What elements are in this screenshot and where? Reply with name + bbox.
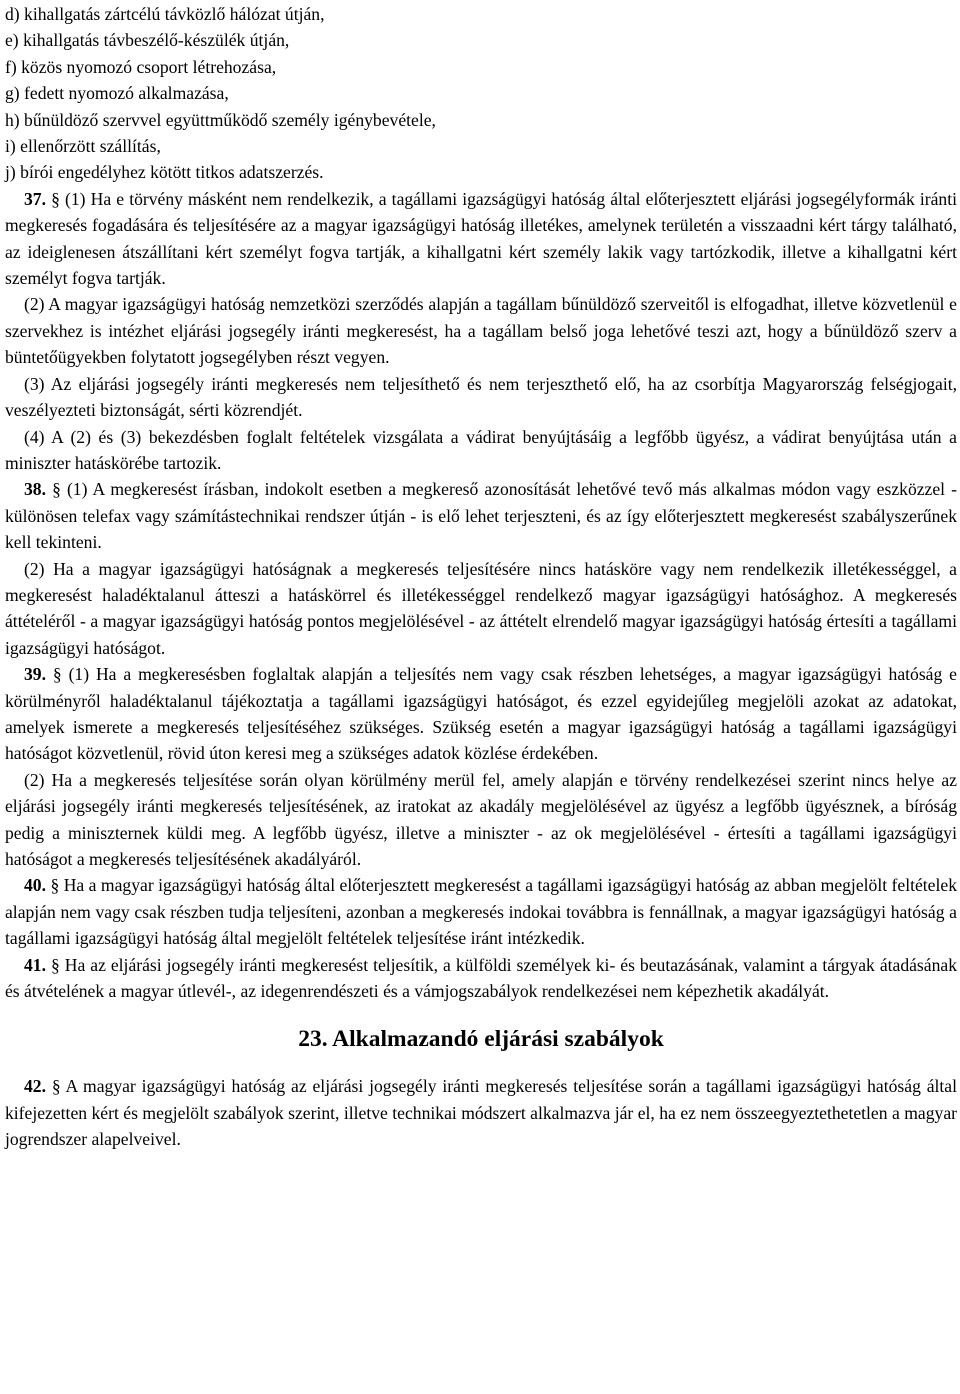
section-number: 39. bbox=[24, 664, 46, 685]
paragraph-text: § A magyar igazságügyi hatóság az eljárási jogsegély iránti megkeresés teljesítése során a tagállami igazságügyi hatóság által kifejezetten kért és megjelölt szabályok szerint, illetve technikai módszert alkalmazva jár el, ha ez nem összeegyeztethetetlen a magyar jogrendszer alapelveivel. bbox=[5, 1076, 957, 1150]
list-item: i) ellenőrzött szállítás, bbox=[5, 136, 161, 157]
section-40-paragraph-1 bbox=[5, 872, 957, 951]
paragraph-text: § (1) A megkeresést írásban, indokolt esetben a megkereső azonosítását lehetővé tevő más alkalmas módon vagy eszközzel - különösen telefax vagy számítástechnikai rendszer útján - is elő lehet terjeszteni, és az így előterjesztett megkeresést szabályszerűnek kell tekinteni. bbox=[5, 479, 957, 553]
section-40 bbox=[5, 872, 957, 951]
section-number: 42. bbox=[24, 1076, 46, 1097]
list-item: f) közös nyomozó csoport létrehozása, bbox=[5, 56, 277, 77]
section-number: 41. bbox=[24, 954, 46, 975]
section-38-paragraph-1 bbox=[5, 476, 957, 555]
section-37-paragraph-1 bbox=[5, 186, 957, 292]
section-37-paragraph-3: (3) Az eljárási jogsegély iránti megkeresés nem teljesíthető és nem terjeszthető elő, ha az csorbítja Magyarország felségjogait, veszélyezteti biztonságát, sérti közrendjét. bbox=[5, 373, 957, 421]
list-item: g) fedett nyomozó alkalmazása, bbox=[5, 83, 229, 104]
section-41-paragraph-1 bbox=[5, 952, 957, 1005]
paragraph-text: § (1) Ha a megkeresésben foglaltak alapján a teljesítés nem vagy csak részben lehetséges, a magyar igazságügyi hatóság e körülményről haladéktalanul tájékoztatja a tagállami igazságügyi hatóságot, és ezzel egyidejűleg megjelöli azokat az adatokat, amelyek ismerete a megkeresés teljesítéséhez szükséges. Szükség esetén a magyar igazságügyi hatóság a tagállami igazságügyi hatóságot közvetlenül, rövid úton keresi meg a szükséges adatok közlése érdekében. bbox=[5, 664, 957, 764]
section-number: 37. bbox=[24, 188, 46, 209]
list-item: e) kihallgatás távbeszélő-készülék útján, bbox=[5, 30, 290, 51]
section-39-paragraph-1 bbox=[5, 661, 957, 767]
measure-list bbox=[5, 0, 957, 186]
section-37-paragraph-2: (2) A magyar igazságügyi hatóság nemzetközi szerződés alapján a tagállam bűnüldöző szerveitől is elfogadhat, illetve közvetlenül e szervekhez is intézhet eljárási jogsegély iránti megkeresést, ha a tagállam belső joga lehetővé teszi azt, hogy a bűnüldöző szerv a büntetőügyekben folytatott jogsegélyben részt vegyen. bbox=[5, 294, 957, 368]
section-38-paragraph-2: (2) Ha a magyar igazságügyi hatóságnak a megkeresés teljesítésére nincs hatásköre vagy nem rendelkezik illetékességgel, a megkeresést haladéktalanul átteszi a hatáskörrel és illetékességgel rendelkező magyar igazságügyi hatósághoz. A megkeresés áttételéről - a magyar igazságügyi hatóság pontos megjelölésével - az áttételt elrendelő magyar igazságügyi hatóság értesíti a tagállami igazságügyi hatóságot. bbox=[5, 558, 957, 658]
section-39 bbox=[5, 661, 957, 872]
section-42-paragraph-1 bbox=[5, 1073, 957, 1152]
section-41 bbox=[5, 952, 957, 1005]
paragraph-text: § Ha a magyar igazságügyi hatóság által előterjesztett megkeresést a tagállami igazságügyi hatóság az abban megjelölt feltételek alapján nem vagy csak részben tudja teljesíteni, azonban a megkeresés indokai továbbra is fennállnak, a magyar igazságügyi hatóság a tagállami igazságügyi hatóság által megjelölt feltételek teljesítése iránt intézkedik. bbox=[5, 875, 957, 949]
section-39-paragraph-2: (2) Ha a megkeresés teljesítése során olyan körülmény merül fel, amely alapján e törvény rendelkezései szerint nincs helye az eljárási jogsegély iránti megkeresés teljesítésének, az iratokat az akadály megjelölésével az ügyész a legfőbb ügyésznek, a bíróság pedig a miniszternek küldi meg. A legfőbb ügyész, illetve a miniszter - az ok megjelölésével - értesíti a tagállami igazságügyi hatóságot a megkeresés teljesítésének akadályáról. bbox=[5, 769, 957, 869]
list-item: j) bírói engedélyhez kötött titkos adatszerzés. bbox=[5, 162, 324, 183]
list-item: d) kihallgatás zártcélú távközlő hálózat útján, bbox=[5, 4, 325, 24]
document-page bbox=[5, 0, 957, 1153]
section-38 bbox=[5, 476, 957, 661]
section-number: 40. bbox=[24, 875, 46, 896]
section-37 bbox=[5, 186, 957, 476]
section-number: 38. bbox=[24, 479, 46, 500]
chapter-heading: 23. Alkalmazandó eljárási szabályok bbox=[298, 1026, 664, 1053]
paragraph-text: § (1) Ha e törvény másként nem rendelkezik, a tagállami igazságügyi hatóság által előterjesztett eljárási jogsegélyformák iránti megkeresés fogadására és teljesítésére az a magyar igazságügyi hatóság illetékes, amelynek területén a visszaadni kért tárgy található, az ideiglenesen átszállítani kért személyt fogva tartják, a kihallgatni kért személy lakik vagy tartózkodik, illetve a kihallgatni kért személyt fogva tartják. bbox=[5, 188, 958, 289]
section-37-paragraph-4: (4) A (2) és (3) bekezdésben foglalt feltételek vizsgálata a vádirat benyújtásáig a legfőbb ügyész, a vádirat benyújtása után a miniszter hatáskörébe tartozik. bbox=[5, 426, 957, 473]
list-item: h) bűnüldöző szervvel együttműködő személy igénybevétele, bbox=[5, 109, 436, 130]
section-42 bbox=[5, 1073, 957, 1152]
paragraph-text: § Ha az eljárási jogsegély iránti megkeresést teljesítik, a külföldi személyek ki- és beutazásának, valamint a tárgyak átadásának és átvételének a magyar útlevél-, az idegenrendészeti és a vámjogszabályok rendelkezései nem képezhetik akadályát. bbox=[5, 954, 957, 1002]
